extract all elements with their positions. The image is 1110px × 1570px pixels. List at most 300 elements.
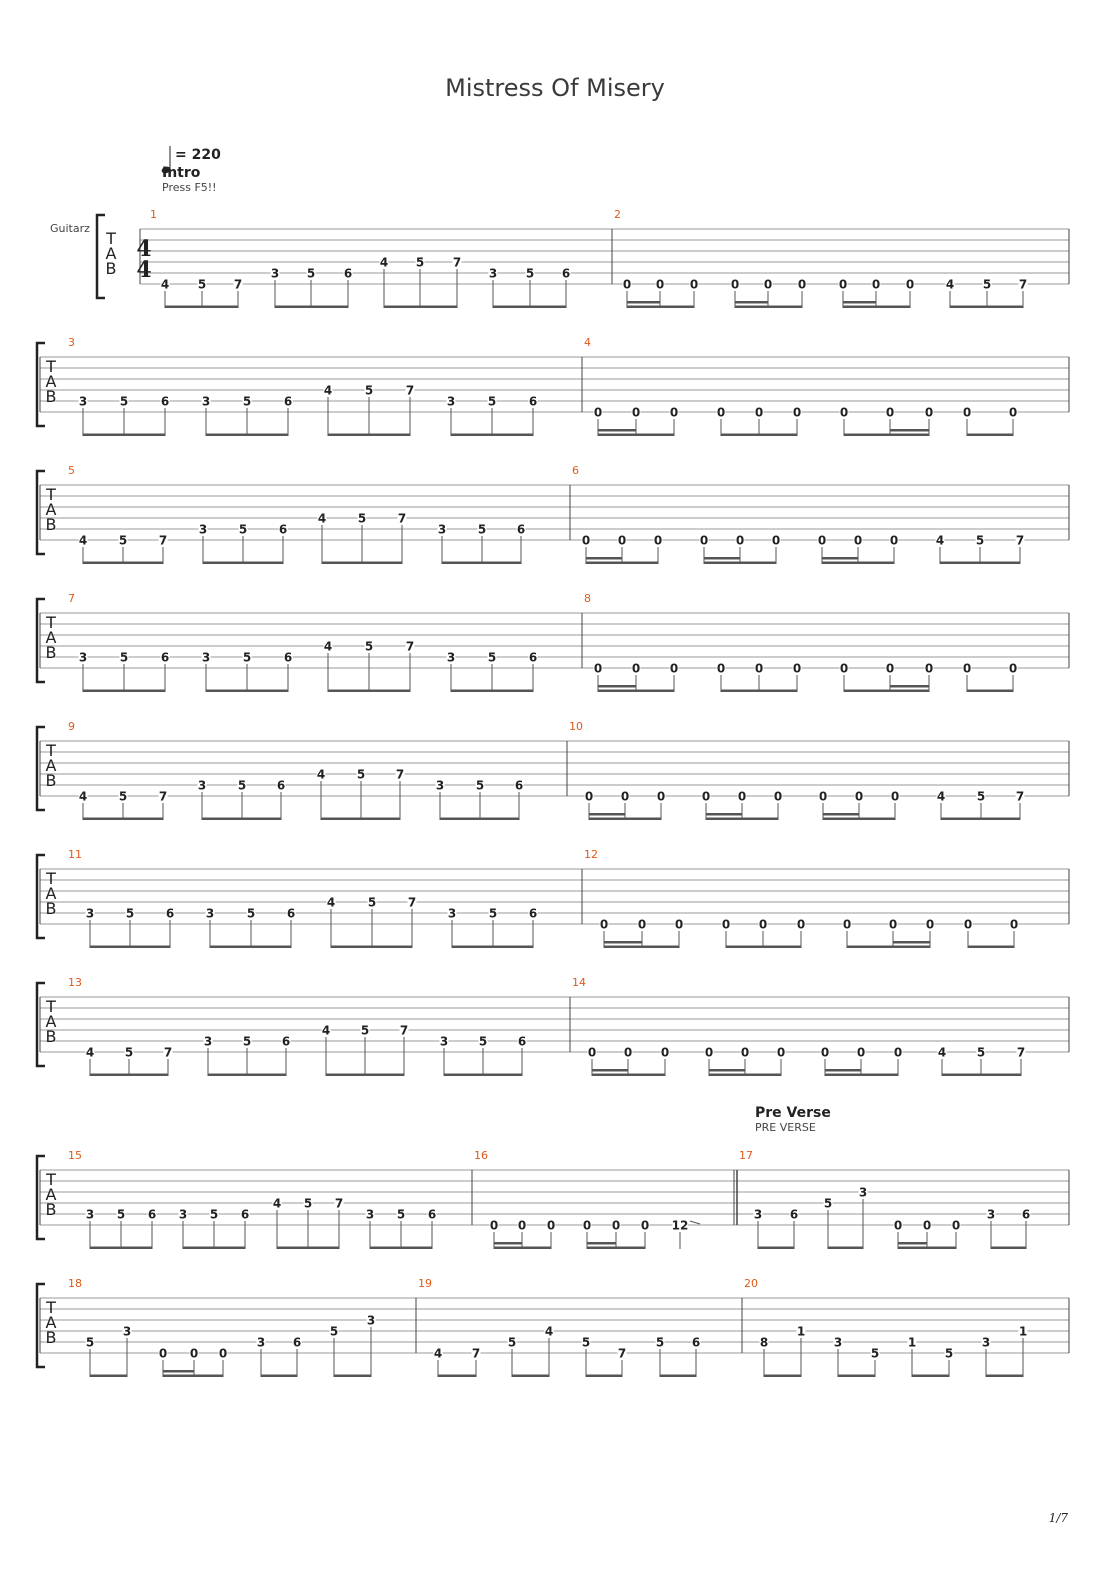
note-beam xyxy=(451,690,533,693)
fret-number: 3 xyxy=(197,778,207,793)
note-beam xyxy=(326,1074,404,1077)
fret-number: 5 xyxy=(975,533,985,548)
fret-number: 0 xyxy=(871,277,881,292)
fret-number: 5 xyxy=(360,1023,370,1038)
fret-number: 0 xyxy=(620,789,630,804)
fret-number: 4 xyxy=(316,767,326,782)
fret-number: 0 xyxy=(951,1218,961,1233)
fret-number: 6 xyxy=(281,1034,291,1049)
note-beam xyxy=(277,1247,339,1250)
fret-number: 0 xyxy=(853,533,863,548)
fret-number: 0 xyxy=(655,277,665,292)
fret-number: 3 xyxy=(78,394,88,409)
fret-number: 6 xyxy=(160,394,170,409)
fret-number: 0 xyxy=(640,1218,650,1233)
fret-number: 0 xyxy=(962,405,972,420)
tab-systems xyxy=(37,208,1069,1377)
note-beam xyxy=(764,1375,801,1378)
fret-number: 6 xyxy=(561,266,571,281)
fret-number: 0 xyxy=(730,277,740,292)
fret-number: 0 xyxy=(820,1045,830,1060)
fret-number: 0 xyxy=(796,917,806,932)
fret-number: 7 xyxy=(405,639,415,654)
fret-number: 0 xyxy=(637,917,647,932)
fret-number: 0 xyxy=(599,917,609,932)
section-pre-verse-label: Pre Verse xyxy=(755,1105,831,1121)
tab-system-1 xyxy=(97,208,1069,308)
fret-number: 6 xyxy=(528,394,538,409)
fret-number: 0 xyxy=(771,533,781,548)
fret-number: 0 xyxy=(489,1218,499,1233)
note-beam xyxy=(208,1074,286,1077)
note-beam xyxy=(822,562,894,565)
note-beam xyxy=(912,1375,949,1378)
fret-number: 6 xyxy=(528,906,538,921)
tab-system-8 xyxy=(37,1149,1069,1249)
note-beam xyxy=(592,1074,665,1077)
note-beam xyxy=(586,562,658,565)
fret-number: 5 xyxy=(237,778,247,793)
note-beam-secondary xyxy=(589,813,625,816)
fret-number: 6 xyxy=(343,266,353,281)
note-beam xyxy=(967,690,1013,693)
tab-clef-letter: A xyxy=(45,756,57,775)
fret-number: 6 xyxy=(517,1034,527,1049)
fret-number: 0 xyxy=(593,405,603,420)
fret-number: 5 xyxy=(477,522,487,537)
fret-number: 3 xyxy=(178,1207,188,1222)
fret-number: 5 xyxy=(356,767,366,782)
fret-number: 0 xyxy=(922,1218,932,1233)
tab-clef-letter: A xyxy=(45,884,57,903)
fret-number: 5 xyxy=(475,778,485,793)
fret-number: 7 xyxy=(395,767,405,782)
note-beam xyxy=(83,818,163,821)
fret-number: 0 xyxy=(721,917,731,932)
note-beam xyxy=(825,1074,898,1077)
fret-number: 0 xyxy=(701,789,711,804)
tab-clef-letter: T xyxy=(46,1170,56,1189)
fret-number: 3 xyxy=(488,266,498,281)
tab-clef-letter: A xyxy=(45,500,57,519)
measure-number: 14 xyxy=(572,976,586,989)
measure-number: 19 xyxy=(418,1277,432,1290)
note-beam xyxy=(660,1375,696,1378)
fret-number: 5 xyxy=(329,1324,339,1339)
fret-number: 0 xyxy=(581,533,591,548)
time-signature-bottom: 4 xyxy=(136,257,152,283)
note-beam-secondary xyxy=(494,1242,522,1245)
measure-number: 8 xyxy=(584,592,591,605)
measure-number: 11 xyxy=(68,848,82,861)
fret-number: 5 xyxy=(118,533,128,548)
note-beam-secondary xyxy=(587,1242,616,1245)
fret-number: 0 xyxy=(593,661,603,676)
fret-number: 0 xyxy=(839,405,849,420)
fret-number: 6 xyxy=(278,522,288,537)
fret-number: 4 xyxy=(321,1023,331,1038)
fret-number: 5 xyxy=(487,650,497,665)
note-beam xyxy=(721,434,797,437)
note-beam-secondary xyxy=(704,557,740,560)
fret-number: 6 xyxy=(789,1207,799,1222)
section-intro-label: Intro xyxy=(162,165,201,181)
tab-clef-letter: T xyxy=(106,229,116,248)
fret-number: 7 xyxy=(399,1023,409,1038)
fret-number: 7 xyxy=(233,277,243,292)
fret-number: 4 xyxy=(160,277,170,292)
fret-number: 4 xyxy=(317,511,327,526)
note-beam xyxy=(706,818,778,821)
system-bracket xyxy=(37,343,45,426)
note-beam xyxy=(598,434,674,437)
fret-number: 4 xyxy=(272,1196,282,1211)
fret-number: 0 xyxy=(617,533,627,548)
note-beam-secondary xyxy=(822,557,858,560)
note-beam xyxy=(494,1247,551,1250)
fret-number: 5 xyxy=(976,789,986,804)
fret-number: 0 xyxy=(1008,661,1018,676)
note-beam xyxy=(206,434,288,437)
fret-number: 5 xyxy=(982,277,992,292)
fret-number: 7 xyxy=(158,533,168,548)
note-beam xyxy=(942,1074,1021,1077)
tab-system-2 xyxy=(37,336,1069,436)
fret-number: 5 xyxy=(367,895,377,910)
note-beam-secondary xyxy=(843,301,876,304)
measure-number: 12 xyxy=(584,848,598,861)
fret-number: 4 xyxy=(937,1045,947,1060)
fret-number: 7 xyxy=(1015,789,1025,804)
fret-number: 7 xyxy=(452,255,462,270)
fret-number: 3 xyxy=(439,1034,449,1049)
fret-number: 0 xyxy=(888,917,898,932)
fret-number: 0 xyxy=(885,405,895,420)
tab-clef-letter: T xyxy=(46,741,56,760)
fret-number: 5 xyxy=(125,906,135,921)
note-beam xyxy=(735,306,802,309)
fret-number: 6 xyxy=(1021,1207,1031,1222)
note-beam xyxy=(627,306,694,309)
measure-number: 3 xyxy=(68,336,75,349)
fret-number: 5 xyxy=(507,1335,517,1350)
fret-number: 7 xyxy=(405,383,415,398)
fret-number: 4 xyxy=(544,1324,554,1339)
system-bracket xyxy=(37,599,45,682)
fret-number: 7 xyxy=(158,789,168,804)
note-beam-secondary xyxy=(735,301,768,304)
note-beam xyxy=(587,1247,645,1250)
fret-number: 5 xyxy=(396,1207,406,1222)
fret-number: 3 xyxy=(981,1335,991,1350)
fret-number: 0 xyxy=(839,661,849,676)
fret-number: 0 xyxy=(218,1346,228,1361)
fret-number: 4 xyxy=(945,277,955,292)
tab-clef-letter: T xyxy=(46,1298,56,1317)
tab-clef-letter: T xyxy=(46,997,56,1016)
fret-number: 3 xyxy=(986,1207,996,1222)
fret-number: 0 xyxy=(776,1045,786,1060)
note-beam xyxy=(206,690,288,693)
fret-number: 4 xyxy=(323,639,333,654)
fret-number: 0 xyxy=(158,1346,168,1361)
fret-number: 0 xyxy=(905,277,915,292)
system-bracket xyxy=(37,983,45,1066)
note-beam xyxy=(451,434,533,437)
measure-number: 10 xyxy=(569,720,583,733)
tab-system-5 xyxy=(37,720,1069,820)
fret-number: 5 xyxy=(242,394,252,409)
fret-number: 0 xyxy=(1008,405,1018,420)
fret-number: 7 xyxy=(471,1346,481,1361)
tab-system-6 xyxy=(37,848,1069,948)
note-beam-secondary xyxy=(598,429,636,432)
fret-number: 0 xyxy=(838,277,848,292)
note-beam-secondary xyxy=(709,1069,745,1072)
measure-number: 1 xyxy=(150,208,157,221)
note-beam xyxy=(331,946,412,949)
fret-number: 0 xyxy=(763,277,773,292)
fret-number: 0 xyxy=(925,917,935,932)
fret-number: 5 xyxy=(655,1335,665,1350)
fret-number: 3 xyxy=(437,522,447,537)
fret-number: 0 xyxy=(856,1045,866,1060)
fret-number: 0 xyxy=(797,277,807,292)
fret-number: 4 xyxy=(433,1346,443,1361)
note-beam xyxy=(512,1375,549,1378)
fret-number: 0 xyxy=(517,1218,527,1233)
fret-number: 7 xyxy=(1018,277,1028,292)
note-beam xyxy=(950,306,1023,309)
tab-clef-letter: A xyxy=(45,1185,57,1204)
note-beam-secondary xyxy=(163,1370,194,1373)
fret-number: 0 xyxy=(611,1218,621,1233)
note-beam xyxy=(586,1375,622,1378)
note-beam-secondary xyxy=(823,813,859,816)
note-beam xyxy=(183,1247,245,1250)
note-beam xyxy=(328,434,410,437)
fret-number: 0 xyxy=(656,789,666,804)
system-bracket xyxy=(97,215,105,298)
section-intro-note: Press F5!! xyxy=(162,181,217,194)
fret-number: 0 xyxy=(740,1045,750,1060)
fret-number: 0 xyxy=(773,789,783,804)
fret-number: 0 xyxy=(818,789,828,804)
fret-number: 3 xyxy=(270,266,280,281)
note-beam xyxy=(941,818,1020,821)
fret-number: 3 xyxy=(85,1207,95,1222)
fret-number: 7 xyxy=(407,895,417,910)
note-beam xyxy=(165,306,238,309)
note-beam xyxy=(844,690,929,693)
fret-number: 6 xyxy=(516,522,526,537)
measure-number: 7 xyxy=(68,592,75,605)
system-bracket xyxy=(37,727,45,810)
note-beam xyxy=(210,946,291,949)
fret-number: 0 xyxy=(631,661,641,676)
fret-number: 0 xyxy=(924,405,934,420)
note-beam xyxy=(844,434,929,437)
note-beam-secondary xyxy=(604,941,642,944)
fret-number: 6 xyxy=(528,650,538,665)
fret-number: 5 xyxy=(364,383,374,398)
fret-number: 4 xyxy=(85,1045,95,1060)
fret-number: 6 xyxy=(691,1335,701,1350)
song-title: Mistress Of Misery xyxy=(445,74,665,102)
measure-number: 17 xyxy=(739,1149,753,1162)
fret-number: 0 xyxy=(893,1045,903,1060)
tab-clef-letter: T xyxy=(46,485,56,504)
note-beam-secondary xyxy=(898,1242,927,1245)
fret-number: 5 xyxy=(487,394,497,409)
fret-number: 0 xyxy=(704,1045,714,1060)
fret-number: 1 xyxy=(1018,1324,1028,1339)
fret-number: 0 xyxy=(890,789,900,804)
fret-number: 7 xyxy=(617,1346,627,1361)
note-beam-secondary xyxy=(592,1069,628,1072)
note-beam xyxy=(721,690,797,693)
fret-number: 0 xyxy=(546,1218,556,1233)
fret-number: 5 xyxy=(242,1034,252,1049)
fret-number: 5 xyxy=(415,255,425,270)
tab-clef-letter: B xyxy=(45,1328,57,1347)
note-beam-secondary xyxy=(890,685,929,688)
tab-clef-letter: B xyxy=(45,771,57,790)
fret-number: 0 xyxy=(587,1045,597,1060)
tab-clef-letter: B xyxy=(45,643,57,662)
tab-system-4 xyxy=(37,592,1069,692)
fret-number: 0 xyxy=(758,917,768,932)
fret-number: 0 xyxy=(792,661,802,676)
note-beam xyxy=(589,818,661,821)
note-beam xyxy=(202,818,281,821)
fret-number: 7 xyxy=(163,1045,173,1060)
note-beam xyxy=(758,1247,794,1250)
fret-number: 3 xyxy=(753,1207,763,1222)
fret-number: 4 xyxy=(936,789,946,804)
fret-number: 0 xyxy=(885,661,895,676)
note-beam xyxy=(823,818,895,821)
fret-number: 0 xyxy=(792,405,802,420)
note-beam xyxy=(334,1375,371,1378)
tab-clef-letter: A xyxy=(45,628,57,647)
fret-number: 5 xyxy=(119,650,129,665)
fret-number: 6 xyxy=(276,778,286,793)
note-beam xyxy=(370,1247,432,1250)
note-beam xyxy=(90,1375,127,1378)
fret-number: 5 xyxy=(488,906,498,921)
tab-clef-letter: T xyxy=(46,357,56,376)
note-beam xyxy=(275,306,348,309)
fret-number: 3 xyxy=(201,394,211,409)
measure-number: 16 xyxy=(474,1149,488,1162)
measure-number: 6 xyxy=(572,464,579,477)
note-beam-secondary xyxy=(825,1069,861,1072)
note-beam xyxy=(493,306,566,309)
fret-number: 7 xyxy=(1016,1045,1026,1060)
fret-number: 0 xyxy=(1009,917,1019,932)
fret-number: 0 xyxy=(189,1346,199,1361)
fret-number: 5 xyxy=(209,1207,219,1222)
note-beam-secondary xyxy=(586,557,622,560)
measure-number: 5 xyxy=(68,464,75,477)
fret-number: 4 xyxy=(323,383,333,398)
note-beam xyxy=(967,434,1013,437)
note-beam xyxy=(83,562,163,565)
measure-number: 15 xyxy=(68,1149,82,1162)
system-bracket xyxy=(37,471,45,554)
fret-number: 0 xyxy=(735,533,745,548)
fret-number: 0 xyxy=(582,1218,592,1233)
fret-number: 6 xyxy=(283,650,293,665)
fret-number: 7 xyxy=(1015,533,1025,548)
fret-number: 5 xyxy=(246,906,256,921)
fret-number: 4 xyxy=(78,789,88,804)
fret-number: 4 xyxy=(935,533,945,548)
fret-number: 5 xyxy=(823,1196,833,1211)
fret-number: 0 xyxy=(817,533,827,548)
note-beam xyxy=(442,562,521,565)
fret-number: 3 xyxy=(78,650,88,665)
fret-number: 0 xyxy=(674,917,684,932)
tempo-label: = 220 xyxy=(175,147,221,163)
fret-number: 5 xyxy=(116,1207,126,1222)
fret-number: 4 xyxy=(379,255,389,270)
note-beam xyxy=(898,1247,956,1250)
fret-number: 0 xyxy=(623,1045,633,1060)
fret-number: 0 xyxy=(754,405,764,420)
fret-number: 5 xyxy=(870,1346,880,1361)
fret-number: 3 xyxy=(85,906,95,921)
fret-number: 12 xyxy=(671,1218,689,1233)
fret-number: 0 xyxy=(653,533,663,548)
note-beam-secondary xyxy=(890,429,929,432)
tab-clef-letter: T xyxy=(46,869,56,888)
slide-mark xyxy=(690,1221,700,1224)
note-beam xyxy=(83,690,165,693)
note-beam xyxy=(709,1074,781,1077)
fret-number: 5 xyxy=(581,1335,591,1350)
note-beam xyxy=(828,1247,863,1250)
note-beam xyxy=(838,1375,875,1378)
tab-clef-letter: B xyxy=(105,259,117,278)
note-beam xyxy=(321,818,400,821)
tab-system-3 xyxy=(37,464,1069,564)
note-beam xyxy=(444,1074,522,1077)
measure-number: 9 xyxy=(68,720,75,733)
tab-clef-letter: B xyxy=(45,515,57,534)
tab-clef-letter: A xyxy=(45,1313,57,1332)
fret-number: 0 xyxy=(963,917,973,932)
fret-number: 6 xyxy=(283,394,293,409)
fret-number: 4 xyxy=(78,533,88,548)
fret-number: 5 xyxy=(242,650,252,665)
fret-number: 0 xyxy=(660,1045,670,1060)
fret-number: 6 xyxy=(514,778,524,793)
fret-number: 0 xyxy=(622,277,632,292)
fret-number: 3 xyxy=(446,394,456,409)
fret-number: 5 xyxy=(976,1045,986,1060)
fret-number: 0 xyxy=(737,789,747,804)
note-beam-secondary xyxy=(627,301,660,304)
note-beam xyxy=(384,306,457,309)
fret-number: 5 xyxy=(944,1346,954,1361)
measure-number: 2 xyxy=(614,208,621,221)
fret-number: 7 xyxy=(397,511,407,526)
fret-number: 0 xyxy=(754,661,764,676)
fret-number: 0 xyxy=(631,405,641,420)
fret-number: 0 xyxy=(716,661,726,676)
